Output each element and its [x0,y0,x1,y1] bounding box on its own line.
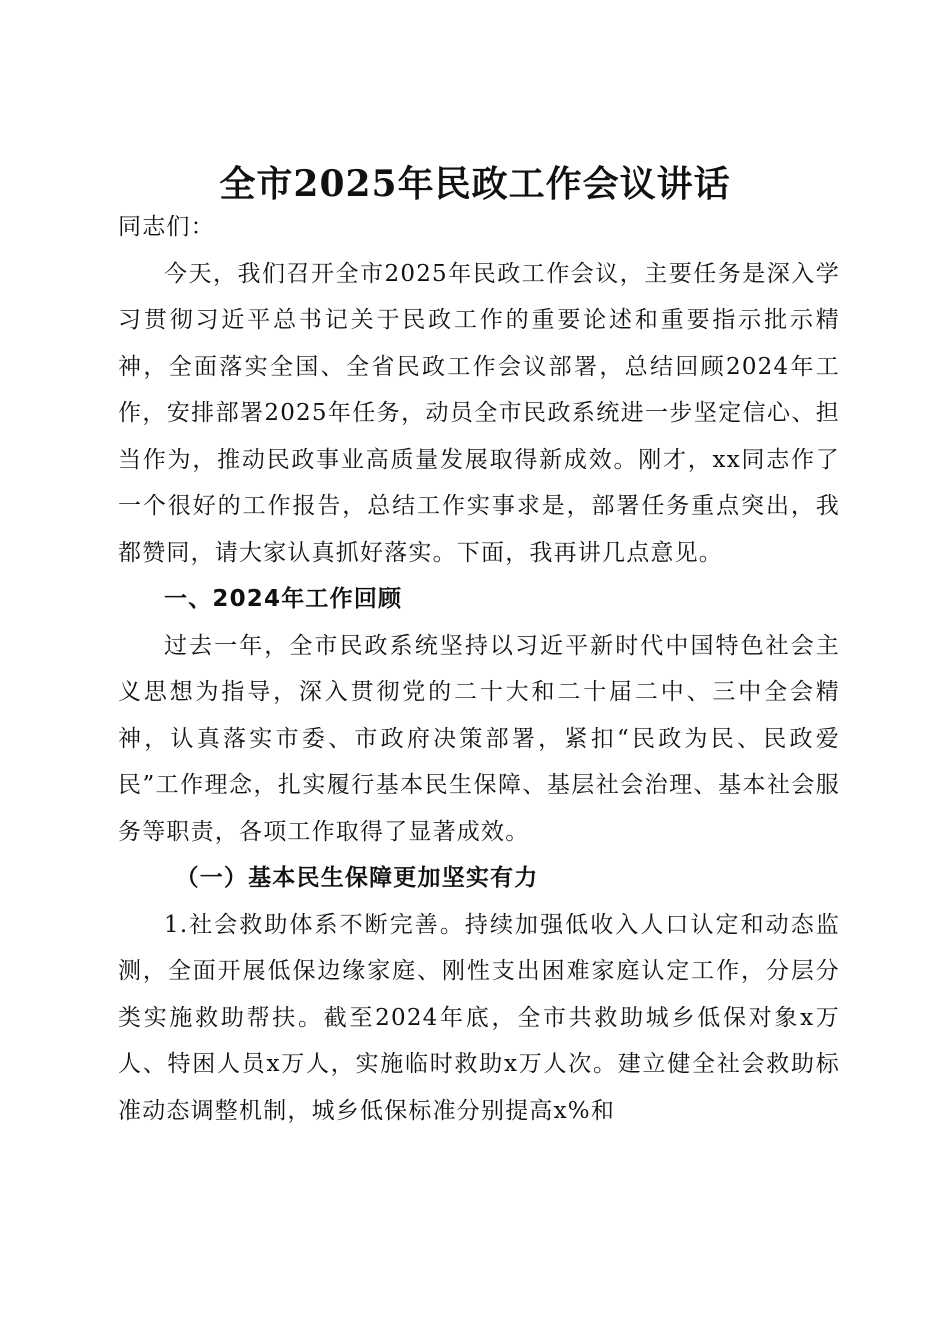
subsection-heading: （一）基本民生保障更加坚实有力 [175,864,539,891]
section-paragraph: 过去一年，全市民政系统坚持以习近平新时代中国特色社会主义思想为指导，深入贯彻党的二十大和二十届二中、三中全会精神，认真落实市委、市政府决策部署，紧扣“民政为民、民政爱民”工作理念，扎实履行基本民生保障、基层社会治理、基本社会服务等职责，各项工作取得了显著成效。 [118,632,840,845]
section-heading: 一、2024年工作回顾 [164,586,403,612]
document-title: 全市2025年民政工作会议讲话 [219,163,731,206]
greeting: 同志们： [118,214,215,240]
item-paragraph: 1.社会救助体系不断完善。持续加强低收入人口认定和动态监测，全面开展低保边缘家庭、刚性支出困难家庭认定工作，分层分类实施救助帮扶。截至2024年底，全市共救助城乡低保对象x万人、特困人员x万人，实施临时救助x万人次。建立健全社会救助标准动态调整机制，城乡低保标准分别提高x%和 [118,911,840,1124]
document-body [118,204,840,1134]
intro-paragraph: 今天，我们召开全市2025年民政工作会议，主要任务是深入学习贯彻习近平总书记关于民政工作的重要论述和重要指示批示精神，全面落实全国、全省民政工作会议部署，总结回顾2024年工作，安排部署2025年任务，动员全市民政系统进一步坚定信心、担当作为，推动民政事业高质量发展取得新成效。刚才，xx同志作了一个很好的工作报告，总结工作实事求是，部署任务重点突出，我都赞同，请大家认真抓好落实。下面，我再讲几点意见。 [118,260,840,566]
